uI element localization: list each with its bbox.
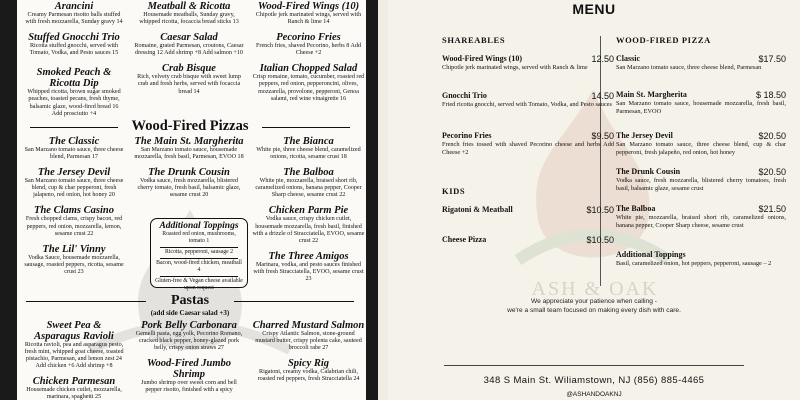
item-desc: Gemelli pasta, egg yolk, Pecorino Romano, cracked black pepper, honey-glazed pork belly, crispy onion straws 27 <box>135 331 243 352</box>
item-price: $10.50 <box>586 205 614 215</box>
item-price: 12.50 <box>591 54 614 64</box>
item-desc: Crispy Atlantic Salmon, stone-ground mustard butter, crispy polenta cake, sauteed broccoli rabe 27 <box>255 331 362 352</box>
additional-toppings-box <box>150 218 248 291</box>
wood-fired-pizza-heading: WOOD-FIRED PIZZA <box>616 35 711 45</box>
menu-item <box>252 251 365 283</box>
menu-item <box>442 205 614 215</box>
item-desc: Vodka sauce, crispy chicken cutlet, housemade mozzarella, fresh basil, finished with a drizzle of Stracciatella, EVOO, sesame crust 22 <box>252 216 365 244</box>
item-desc: Marinara, vodka, and pesto sauces finished with fresh Stracciatella, EVOO, sesame crust 23 <box>253 261 364 283</box>
item-desc: Fresh chopped clams, crispy bacon, red peppers, red onion, mozzarella, lemon, sesame crust 22 <box>25 216 123 237</box>
menu-item <box>24 167 124 199</box>
item-name: Pork Belly Carbonara <box>141 320 237 331</box>
item-desc: Creamy Parmesan risotto balls stuffed with fresh mozzarella, Sunday gravy 14 <box>25 12 123 26</box>
item-name: Wood-Fired Wings (10) <box>257 1 360 12</box>
menu-item <box>252 1 365 26</box>
menu-item <box>442 235 614 245</box>
item-name: Sweet Pea & Asparagus Ravioli <box>34 320 114 342</box>
menu-item <box>252 320 365 352</box>
item-desc: French fries, shaved Pecorino, herbs 8 Add Cheese +2 <box>256 43 361 57</box>
pasta-column-2 <box>133 320 245 400</box>
item-desc: Crisp romaine, tomato, cucumber, roasted red peppers, red onion, pepperoncini, olives, mozzarella, provolone, pepperoni, Genoa salami, red wine vinaigrette 16 <box>252 74 365 102</box>
left-menu-page <box>0 0 378 400</box>
item-price: $20.50 <box>758 131 786 141</box>
item-desc: Rich, velvety crab bisque with sweet lump crab and fresh herbs, served with focaccia bread 14 <box>137 74 241 95</box>
item-price: $20.50 <box>758 167 786 177</box>
kids-heading: KIDS <box>442 186 466 196</box>
right-menu-page <box>388 0 800 400</box>
menu-item <box>24 136 124 161</box>
pizza-column-2 <box>133 136 245 205</box>
item-name: Smoked Peach & Ricotta Dip <box>36 67 112 90</box>
item-desc: Ricotta ravioli, pea and asparagus pesto, fresh mint, whipped goat cheese, toasted pistachio, Parmesan, and lemon zest 24 Add chicken +6 Add shrimp +8 <box>24 342 124 370</box>
pizza-column-3 <box>252 136 365 289</box>
toppings-line: Bacon, wood-fired chicken, meatball 4 <box>156 260 242 273</box>
divider <box>444 365 744 366</box>
social-handle: @ASHANDOAKNJ <box>566 391 622 398</box>
item-name: Pecorino Fries <box>276 32 341 44</box>
item-desc: French fries tossed with shaved Pecorino cheese and herbs Add Cheese +2 <box>442 141 614 156</box>
item-desc: Whipped ricotta, brown sugar smoked peaches, toasted pecans, fresh thyme, balsamic glaze, wood-fired bread 16 Add prosciutto +4 <box>27 89 121 117</box>
toppings-line: Ricotta, pepperoni, sausage 2 <box>164 249 234 255</box>
item-name: Stuffed Gnocchi Trio <box>28 32 120 44</box>
starters-column-1 <box>24 1 124 124</box>
menu-item <box>442 54 614 72</box>
pasta-column-3 <box>252 320 365 389</box>
item-desc: Vodka sauce, fresh mozzarella, blistered cherry tomatoes, fresh basil, balsamic glaze, sesame crust <box>616 177 786 192</box>
toppings-line: Gluten-free & Vegan cheese available upon request <box>155 278 243 291</box>
right-border <box>366 0 378 400</box>
item-name: The Main St. Margherita <box>134 136 244 147</box>
menu-item <box>442 131 614 156</box>
item-name: The Bianca <box>283 136 334 147</box>
item-desc: Vodka Sauce, housemade mozzarella, sausage, roasted peppers, ricotta, sesame crust 23 <box>24 254 124 275</box>
menu-item <box>442 91 614 109</box>
item-name: The Jersey Devil <box>37 167 111 179</box>
starters-column-3 <box>252 1 365 109</box>
menu-item <box>24 205 124 237</box>
menu-item <box>24 67 124 117</box>
item-name: Chicken Parm Pie <box>268 205 349 217</box>
menu-item <box>133 136 245 161</box>
item-name: Wood-Fired Wings (10) <box>442 54 523 63</box>
menu-item <box>616 167 786 192</box>
toppings-title: Additional Toppings <box>616 250 686 259</box>
item-name: Italian Chopped Salad <box>259 63 358 75</box>
menu-item <box>24 32 124 57</box>
menu-item <box>252 63 365 102</box>
item-name: The Clams Casino <box>34 205 114 217</box>
menu-item <box>616 204 786 229</box>
item-desc: Housemade meatballs, Sunday gravy, whipped ricotta, focaccia bread sticks 13 <box>139 12 239 26</box>
item-desc: San Marzano tomato sauce, housemade mozzarella, fresh basil, Parmesan, EVOO 18 <box>134 147 244 161</box>
toppings-line: Roasted red onion, mushrooms, tomato 1 <box>162 231 236 244</box>
menu-item <box>133 63 245 95</box>
divider <box>160 276 238 277</box>
item-price: 14.50 <box>591 91 614 101</box>
item-price: $ 18.50 <box>755 90 786 100</box>
menu-item <box>616 131 786 156</box>
item-name: Arancini <box>54 1 94 12</box>
left-border <box>0 0 17 400</box>
item-name: Classic <box>616 54 640 63</box>
menu-item <box>252 167 365 199</box>
item-name: Cheese Pizza <box>442 235 487 244</box>
item-price: $17.50 <box>758 54 786 64</box>
notice-line: We appreciate your patience when calling - <box>531 298 657 305</box>
menu-item <box>24 376 124 400</box>
address-phone: 348 S Main St. Wiliamstown, NJ (856) 885-4465 <box>483 375 705 386</box>
item-desc: San Marzano tomato sauce, three cheese blend, Parmesan 17 <box>24 147 124 161</box>
brand-watermark: ASH & OAK <box>531 278 659 300</box>
item-name: The Balboa <box>283 167 334 179</box>
item-name: Main St. Margherita <box>616 90 687 99</box>
menu-item <box>252 358 365 383</box>
menu-item <box>133 358 245 394</box>
divider <box>160 247 238 248</box>
menu-item <box>24 1 124 26</box>
toppings-title: Additional Toppings <box>159 221 239 231</box>
item-name: Wood-Fired Jumbo Shrimp <box>146 358 232 381</box>
item-name: The Drunk Cousin <box>148 167 230 179</box>
item-desc: Chipotle jerk marinated wings, served with Ranch & lime 14 <box>255 12 362 26</box>
item-name: Meatball & Ricotta <box>147 1 231 12</box>
shareables-heading: SHAREABLES <box>442 35 506 45</box>
item-name: Pecorino Fries <box>442 131 492 140</box>
menu-item <box>24 244 124 276</box>
item-price: $21.50 <box>758 204 786 214</box>
pastas-subheading: (add side Caesar salad +3) <box>150 309 230 317</box>
item-desc: Fried ricotta gnocchi, served with Tomato, Vodka, and Pesto sauces <box>442 101 612 108</box>
item-price: $10.50 <box>586 235 614 245</box>
menu-item <box>252 136 365 161</box>
menu-item <box>616 54 786 72</box>
toppings-desc: Basil, caramelized onion, hot peppers, pepperoni, sausage – 2 <box>616 260 772 267</box>
menu-item <box>133 320 245 352</box>
item-desc: White pie, three cheese blend, caramelized onions, ricotta, sesame crust 18 <box>256 147 361 161</box>
item-name: The Balboa <box>616 204 656 213</box>
item-name: Chicken Parmesan <box>32 376 116 388</box>
item-desc: Chipotle jerk marinated wings, served with Ranch & lime <box>442 64 588 71</box>
item-desc: San Marzano tomato sauce, housemade mozzarella, fresh basil, Parmesan, EVOO <box>616 100 786 115</box>
item-desc: Housemade chicken cutlet, mozzarella, marinara, spaghetti 25 <box>26 387 122 400</box>
menu-item <box>24 320 124 370</box>
item-desc: Romaine, grated Parmesan, croutons, Caesar dressing 12 Add shrimp +8 Add salmon +10 <box>134 43 244 57</box>
item-name: Spicy Rig <box>287 358 330 370</box>
menu-item <box>252 205 365 244</box>
item-desc: San Marzano tomato sauce, three cheese blend, cup & char pepperoni, fresh jalapeño, red onion, hot honey <box>616 141 786 156</box>
item-desc: Jumbo shrimp over sweet corn and bell pepper risotto, finished with a spicy <box>141 380 237 394</box>
item-desc: Rigatoni, creamy vodka, Calabrian chili, roasted red peppers, fresh Stracciatella 24 <box>257 369 360 383</box>
menu-item <box>616 90 786 115</box>
pizza-column-1 <box>24 136 124 282</box>
notice-line: we're a small team focused on making every dish with care. <box>507 306 681 314</box>
item-name: Crab Bisque <box>162 63 216 75</box>
pastas-heading: Pastas <box>150 293 230 309</box>
item-desc: Vodka sauce, fresh mozzarella, blistered cherry tomato, fresh basil, balsamic glaze, sesame crust 20 <box>137 178 241 199</box>
item-price: $9.50 <box>591 131 614 141</box>
divider <box>160 258 238 259</box>
menu-item <box>133 167 245 199</box>
item-name: Charred Mustard Salmon <box>252 320 365 331</box>
item-desc: San Marzano tomato sauce, three cheese blend, cup & char pepperoni, fresh jalapeno, red onion, hot honey 20 <box>24 178 124 199</box>
item-name: Gnocchi Trio <box>442 91 487 100</box>
item-name: The Drunk Cousin <box>616 167 681 176</box>
pasta-column-1 <box>24 320 124 400</box>
menu-item <box>133 1 245 26</box>
item-desc: White pie, mozzarella, braised short rib, caramelized onions, banana pepper, Cooper Sharp cheese, sesame crust <box>616 214 786 229</box>
item-name: Caesar Salad <box>160 32 218 44</box>
item-desc: White pie, mozzarella, braised short rib, caramelized onions, banana pepper, Cooper Sharp cheese, sesame crust 22 <box>255 178 362 199</box>
item-name: The Jersey Devil <box>616 131 673 140</box>
column-divider <box>600 36 601 286</box>
menu-item <box>252 32 365 57</box>
menu-item <box>133 32 245 57</box>
item-name: The Classic <box>48 136 100 147</box>
menu-title: MENU <box>572 1 616 17</box>
item-name: The Lil' Vinny <box>42 243 106 255</box>
item-desc: San Marzano tomato sauce, three cheese blend, Parmesan <box>616 64 762 71</box>
item-name: Rigatoni & Meatball <box>442 205 513 214</box>
item-name: The Three Amigos <box>268 250 349 262</box>
notice-text <box>388 298 800 315</box>
wood-fired-pizzas-heading: Wood-Fired Pizzas <box>120 118 260 135</box>
additional-toppings <box>616 250 786 268</box>
item-desc: Ricotta stuffed gnocchi, served with Tomato, Vodka, and Pesto sauces 15 <box>29 43 119 57</box>
starters-column-2 <box>133 1 245 102</box>
